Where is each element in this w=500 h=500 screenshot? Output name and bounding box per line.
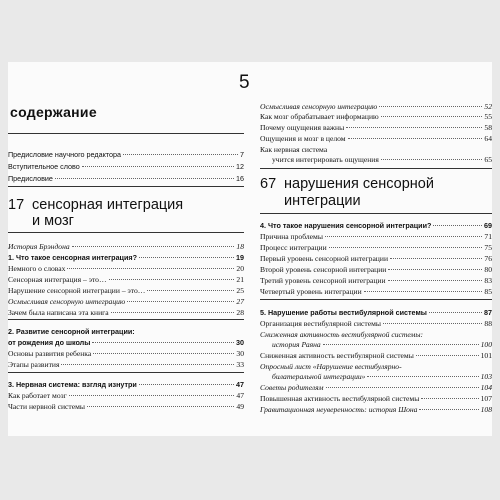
chapter-entry: 2. Развитие сенсорной интеграции: [8,327,135,336]
divider [260,168,492,169]
toc-entry: Причина проблемы 71 [260,232,492,241]
toc-entry: Этапы развития 33 [8,360,244,369]
toc-entry: Как мозг обрабатывает информацию 55 [260,112,492,121]
toc-entry: Осмысливая сенсорную интеграцию 27 [8,297,244,306]
toc-entry: Третий уровень сенсорной интеграции 83 [260,276,492,285]
toc-entry: История Брэндона 18 [8,242,244,251]
toc-entry: Предисловие научного редактора 7 [8,150,244,159]
toc-entry: Предисловие 16 [8,174,244,183]
page-number: 5 [239,72,250,93]
chapter-entry: 1. Что такое сенсорная интеграция? 19 [8,253,244,262]
divider [8,232,244,233]
toc-entry: Вступительное слово 12 [8,162,244,171]
toc-entry: Как нервная система [260,145,328,154]
toc-entry: Осмысливая сенсорную интеграцию 52 [260,102,492,111]
chapter-entry: от рождения до школы 30 [8,338,244,347]
divider [8,133,244,134]
toc-entry: Немного о словах 20 [8,264,244,273]
toc-entry: Основы развития ребенка 30 [8,349,244,358]
contents-title: содержание [10,104,97,120]
toc-entry: Части нервной системы 49 [8,402,244,411]
section-heading-line2: интеграции [284,193,361,209]
section-heading-line2: и мозг [32,213,74,229]
section-heading: 17 сенсорная интеграция [8,197,184,213]
divider [8,186,244,187]
toc-entry: Сниженная активность вестибулярной системы 101 [260,351,492,360]
toc-entry: Процесс интеграции 75 [260,243,492,252]
toc-entry: Сенсорная интеграция – это… 21 [8,275,244,284]
toc-entry: Второй уровень сенсорной интеграции 80 [260,265,492,274]
toc-entry: Опросный лист «Нарушение вестибулярно- [260,362,402,371]
toc-entry: Нарушение сенсорной интеграции – это… 25 [8,286,244,295]
chapter-entry: 5. Нарушение работы вестибулярной системы 87 [260,308,492,317]
toc-entry: Почему ощущения важны 58 [260,123,492,132]
toc-entry: Первый уровень сенсорной интеграции 76 [260,254,492,263]
toc-entry: Советы родителям 104 [260,383,492,392]
toc-entry: Сниженная активность вестибулярной системы: [260,330,424,339]
toc-entry: Как работает мозг 47 [8,391,244,400]
chapter-entry: 3. Нервная система: взгляд изнутри 47 [8,380,244,389]
toc-entry: Ощущения и мозг в целом 64 [260,134,492,143]
book-page [8,62,492,436]
divider [260,213,492,214]
chapter-entry: 4. Что такое нарушения сенсорной интеграции? 69 [260,221,492,230]
toc-entry: Четвертый уровень интеграции 85 [260,287,492,296]
toc-entry: Повышенная активность вестибулярной системы 107 [260,394,492,403]
toc-entry: Гравитационная неуверенность: история Шона 108 [260,405,492,414]
divider [8,372,244,373]
toc-entry: билатеральной интеграции» 103 [272,372,492,381]
divider [260,299,492,300]
section-heading: 67 нарушения сенсорной [260,176,434,192]
toc-entry: учится интегрировать ощущения 65 [272,155,492,164]
divider [8,319,244,320]
toc-entry: Организация вестибулярной системы 88 [260,319,492,328]
toc-entry: история Раяна 100 [272,340,492,349]
toc-entry: Зачем была написана эта книга 28 [8,308,244,317]
